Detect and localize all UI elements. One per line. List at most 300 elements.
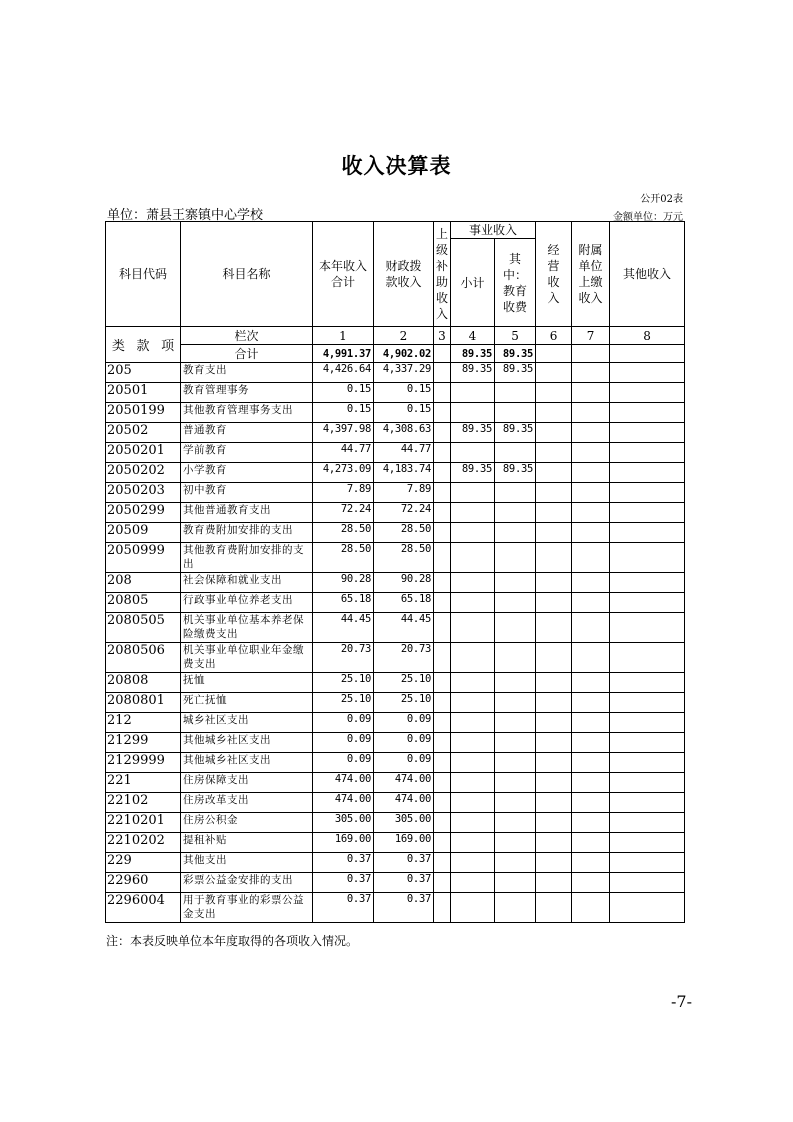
row-other	[610, 423, 685, 443]
row-other	[610, 573, 685, 593]
col-num-5: 5	[495, 327, 536, 345]
row-name: 初中教育	[181, 483, 313, 503]
row-affiliated	[572, 673, 610, 693]
row-total: 90.28	[313, 573, 374, 593]
row-name: 住房公积金	[181, 813, 313, 833]
row-other	[610, 443, 685, 463]
row-subtotal	[451, 813, 495, 833]
row-name: 住房保障支出	[181, 773, 313, 793]
row-affiliated	[572, 363, 610, 383]
row-affiliated	[572, 463, 610, 483]
row-superior	[434, 523, 451, 543]
header-code: 科目代码	[106, 222, 181, 327]
row-total: 4,397.98	[313, 423, 374, 443]
row-subtotal	[451, 523, 495, 543]
row-name: 教育管理事务	[181, 383, 313, 403]
row-edu-fee	[495, 793, 536, 813]
row-subtotal	[451, 593, 495, 613]
row-superior	[434, 853, 451, 873]
row-subtotal	[451, 873, 495, 893]
row-fiscal: 7.89	[374, 483, 434, 503]
row-total: 0.15	[313, 403, 374, 423]
row-superior	[434, 673, 451, 693]
row-other	[610, 753, 685, 773]
row-total: 44.77	[313, 443, 374, 463]
row-name: 社会保障和就业支出	[181, 573, 313, 593]
table-row	[106, 593, 685, 613]
header-other: 其他收入	[610, 222, 685, 327]
table-row	[106, 503, 685, 523]
row-code: 2129999	[106, 753, 181, 773]
row-other	[610, 543, 685, 573]
page-title: 收入决算表	[341, 154, 452, 178]
row-total: 72.24	[313, 503, 374, 523]
row-total: 4,273.09	[313, 463, 374, 483]
row-edu-fee	[495, 873, 536, 893]
row-operating	[536, 873, 572, 893]
row-fiscal: 474.00	[374, 793, 434, 813]
row-total: 25.10	[313, 693, 374, 713]
row-superior	[434, 383, 451, 403]
row-edu-fee	[495, 403, 536, 423]
row-operating	[536, 813, 572, 833]
row-fiscal: 0.09	[374, 733, 434, 753]
header-superior: 上级补助收入	[434, 222, 451, 327]
row-total: 0.15	[313, 383, 374, 403]
row-subtotal: 89.35	[451, 363, 495, 383]
row-subtotal	[451, 403, 495, 423]
row-other	[610, 713, 685, 733]
row-other	[610, 593, 685, 613]
row-code: 20502	[106, 423, 181, 443]
row-code: 208	[106, 573, 181, 593]
row-other	[610, 613, 685, 643]
row-superior	[434, 503, 451, 523]
amount-unit-label: 金额单位：万元	[613, 212, 683, 223]
row-edu-fee: 89.35	[495, 423, 536, 443]
row-subtotal	[451, 693, 495, 713]
table-row	[106, 463, 685, 483]
row-total: 0.37	[313, 853, 374, 873]
row-edu-fee: 89.35	[495, 463, 536, 483]
row-superior	[434, 833, 451, 853]
row-other	[610, 853, 685, 873]
row-subtotal	[451, 833, 495, 853]
row-superior	[434, 363, 451, 383]
header-subtotal: 小计	[451, 239, 495, 327]
table-row	[106, 713, 685, 733]
row-subtotal	[451, 573, 495, 593]
row-subtotal: 89.35	[451, 463, 495, 483]
row-code: 205	[106, 363, 181, 383]
row-operating	[536, 773, 572, 793]
row-operating	[536, 713, 572, 733]
row-operating	[536, 383, 572, 403]
table-row	[106, 673, 685, 693]
row-fiscal: 25.10	[374, 673, 434, 693]
income-table	[105, 221, 685, 923]
row-code: 212	[106, 713, 181, 733]
row-superior	[434, 643, 451, 673]
row-edu-fee	[495, 443, 536, 463]
row-superior	[434, 793, 451, 813]
row-affiliated	[572, 733, 610, 753]
row-affiliated	[572, 593, 610, 613]
row-code: 2210201	[106, 813, 181, 833]
row-code: 2050202	[106, 463, 181, 483]
header-kuan: 款	[136, 339, 150, 354]
row-fiscal: 0.37	[374, 873, 434, 893]
row-operating	[536, 693, 572, 713]
row-name: 其他教育费附加安排的支出	[181, 543, 313, 573]
col-num-3: 3	[434, 327, 451, 345]
total-affiliated	[572, 345, 610, 363]
row-name: 其他支出	[181, 853, 313, 873]
header-operating: 经营收入	[536, 222, 572, 327]
table-row	[106, 833, 685, 853]
table-row	[106, 813, 685, 833]
row-name: 普通教育	[181, 423, 313, 443]
row-operating	[536, 593, 572, 613]
total-superior	[434, 345, 451, 363]
row-other	[610, 523, 685, 543]
header-total-income: 本年收入合计	[313, 222, 374, 327]
row-edu-fee	[495, 733, 536, 753]
row-superior	[434, 893, 451, 923]
table-body	[106, 363, 685, 923]
row-other	[610, 483, 685, 503]
header-affiliated: 附属单位上缴收入	[572, 222, 610, 327]
row-edu-fee	[495, 893, 536, 923]
row-affiliated	[572, 503, 610, 523]
row-name: 城乡社区支出	[181, 713, 313, 733]
row-total: 65.18	[313, 593, 374, 613]
row-superior	[434, 813, 451, 833]
total-label: 合计	[181, 345, 313, 363]
row-superior	[434, 753, 451, 773]
row-name: 其他城乡社区支出	[181, 753, 313, 773]
table-row	[106, 733, 685, 753]
col-num-6: 6	[536, 327, 572, 345]
row-fiscal: 0.37	[374, 853, 434, 873]
row-name: 其他教育管理事务支出	[181, 403, 313, 423]
row-edu-fee	[495, 853, 536, 873]
row-edu-fee	[495, 613, 536, 643]
table-row	[106, 383, 685, 403]
row-fiscal: 28.50	[374, 543, 434, 573]
row-code: 2296004	[106, 893, 181, 923]
row-name: 抚恤	[181, 673, 313, 693]
row-affiliated	[572, 383, 610, 403]
row-subtotal	[451, 753, 495, 773]
row-total: 305.00	[313, 813, 374, 833]
row-operating	[536, 363, 572, 383]
row-code: 2080505	[106, 613, 181, 643]
row-edu-fee	[495, 593, 536, 613]
row-code: 20501	[106, 383, 181, 403]
row-name: 机关事业单位基本养老保险缴费支出	[181, 613, 313, 643]
row-other	[610, 873, 685, 893]
row-edu-fee	[495, 833, 536, 853]
row-code: 2210202	[106, 833, 181, 853]
table-row	[106, 643, 685, 673]
table-row	[106, 483, 685, 503]
row-code: 20805	[106, 593, 181, 613]
row-fiscal: 474.00	[374, 773, 434, 793]
row-subtotal	[451, 383, 495, 403]
row-affiliated	[572, 423, 610, 443]
row-affiliated	[572, 483, 610, 503]
row-name: 其他城乡社区支出	[181, 733, 313, 753]
row-total: 474.00	[313, 793, 374, 813]
row-fiscal: 305.00	[374, 813, 434, 833]
col-num-7: 7	[572, 327, 610, 345]
row-fiscal: 25.10	[374, 693, 434, 713]
row-code: 2050201	[106, 443, 181, 463]
row-fiscal: 20.73	[374, 643, 434, 673]
table-note: 注：本表反映单位本年度取得的各项收入情况。	[106, 934, 359, 948]
row-affiliated	[572, 793, 610, 813]
row-subtotal	[451, 613, 495, 643]
row-fiscal: 4,308.63	[374, 423, 434, 443]
header-xiang: 项	[161, 339, 175, 354]
row-edu-fee	[495, 483, 536, 503]
row-fiscal: 90.28	[374, 573, 434, 593]
row-fiscal: 44.45	[374, 613, 434, 643]
row-affiliated	[572, 773, 610, 793]
row-fiscal: 0.37	[374, 893, 434, 923]
table-row	[106, 793, 685, 813]
row-name: 用于教育事业的彩票公益金支出	[181, 893, 313, 923]
row-operating	[536, 643, 572, 673]
row-edu-fee	[495, 503, 536, 523]
header-business-group: 事业收入	[451, 222, 536, 239]
row-affiliated	[572, 403, 610, 423]
table-row	[106, 853, 685, 873]
row-subtotal	[451, 733, 495, 753]
row-subtotal	[451, 793, 495, 813]
header-name: 科目名称	[181, 222, 313, 327]
row-edu-fee	[495, 773, 536, 793]
row-subtotal	[451, 443, 495, 463]
page-number: -7-	[671, 992, 692, 1011]
row-code: 22960	[106, 873, 181, 893]
row-other	[610, 503, 685, 523]
header-edu-fee: 其中：教育收费	[495, 239, 536, 327]
row-superior	[434, 483, 451, 503]
table-row	[106, 773, 685, 793]
header-lkx	[106, 327, 181, 363]
total-subtotal: 89.35	[451, 345, 495, 363]
row-name: 学前教育	[181, 443, 313, 463]
row-affiliated	[572, 833, 610, 853]
row-code: 229	[106, 853, 181, 873]
row-total: 7.89	[313, 483, 374, 503]
col-num-8: 8	[610, 327, 685, 345]
row-other	[610, 833, 685, 853]
row-other	[610, 463, 685, 483]
table-row	[106, 893, 685, 923]
row-total: 4,426.64	[313, 363, 374, 383]
total-operating	[536, 345, 572, 363]
row-affiliated	[572, 443, 610, 463]
row-operating	[536, 443, 572, 463]
row-superior	[434, 423, 451, 443]
table-row	[106, 443, 685, 463]
row-code: 2050203	[106, 483, 181, 503]
row-affiliated	[572, 853, 610, 873]
col-num-4: 4	[451, 327, 495, 345]
row-affiliated	[572, 643, 610, 673]
row-edu-fee	[495, 753, 536, 773]
row-total: 28.50	[313, 523, 374, 543]
row-fiscal: 0.09	[374, 713, 434, 733]
row-affiliated	[572, 543, 610, 573]
row-edu-fee	[495, 673, 536, 693]
row-operating	[536, 613, 572, 643]
row-edu-fee	[495, 713, 536, 733]
column-label: 栏次	[181, 327, 313, 345]
total-other	[610, 345, 685, 363]
row-other	[610, 693, 685, 713]
row-operating	[536, 893, 572, 923]
row-operating	[536, 853, 572, 873]
row-name: 教育支出	[181, 363, 313, 383]
row-operating	[536, 403, 572, 423]
row-subtotal: 89.35	[451, 423, 495, 443]
row-affiliated	[572, 693, 610, 713]
row-total: 474.00	[313, 773, 374, 793]
row-name: 机关事业单位职业年金缴费支出	[181, 643, 313, 673]
table-row	[106, 573, 685, 593]
row-operating	[536, 733, 572, 753]
row-fiscal: 0.09	[374, 753, 434, 773]
table-row	[106, 613, 685, 643]
col-num-2: 2	[374, 327, 434, 345]
col-num-1: 1	[313, 327, 374, 345]
row-affiliated	[572, 573, 610, 593]
row-name: 彩票公益金安排的支出	[181, 873, 313, 893]
table-row	[106, 423, 685, 443]
row-superior	[434, 873, 451, 893]
row-code: 22102	[106, 793, 181, 813]
row-superior	[434, 543, 451, 573]
row-edu-fee	[495, 383, 536, 403]
row-subtotal	[451, 713, 495, 733]
row-total: 0.09	[313, 733, 374, 753]
total-fiscal: 4,902.02	[374, 345, 434, 363]
row-affiliated	[572, 873, 610, 893]
row-other	[610, 813, 685, 833]
row-affiliated	[572, 813, 610, 833]
unit-label: 单位：萧县王寨镇中心学校	[107, 208, 264, 223]
row-operating	[536, 673, 572, 693]
row-superior	[434, 403, 451, 423]
row-superior	[434, 713, 451, 733]
table-row	[106, 543, 685, 573]
row-fiscal: 0.15	[374, 403, 434, 423]
row-name: 住房改革支出	[181, 793, 313, 813]
row-total: 0.09	[313, 713, 374, 733]
row-affiliated	[572, 753, 610, 773]
row-operating	[536, 423, 572, 443]
row-edu-fee	[495, 813, 536, 833]
row-operating	[536, 833, 572, 853]
row-superior	[434, 613, 451, 643]
row-operating	[536, 753, 572, 773]
row-name: 小学教育	[181, 463, 313, 483]
row-operating	[536, 483, 572, 503]
row-code: 2080506	[106, 643, 181, 673]
row-superior	[434, 463, 451, 483]
table-row	[106, 363, 685, 383]
row-operating	[536, 573, 572, 593]
table-row	[106, 403, 685, 423]
row-name: 提租补贴	[181, 833, 313, 853]
row-operating	[536, 543, 572, 573]
row-superior	[434, 573, 451, 593]
row-subtotal	[451, 503, 495, 523]
row-subtotal	[451, 893, 495, 923]
row-operating	[536, 503, 572, 523]
row-fiscal: 72.24	[374, 503, 434, 523]
row-edu-fee	[495, 643, 536, 673]
table-row	[106, 873, 685, 893]
row-other	[610, 643, 685, 673]
header-fiscal: 财政拨款收入	[374, 222, 434, 327]
row-subtotal	[451, 673, 495, 693]
row-superior	[434, 733, 451, 753]
row-other	[610, 383, 685, 403]
row-superior	[434, 593, 451, 613]
row-code: 221	[106, 773, 181, 793]
row-fiscal: 0.15	[374, 383, 434, 403]
row-affiliated	[572, 523, 610, 543]
row-code: 2050199	[106, 403, 181, 423]
row-other	[610, 773, 685, 793]
row-subtotal	[451, 483, 495, 503]
row-total: 44.45	[313, 613, 374, 643]
row-total: 169.00	[313, 833, 374, 853]
row-edu-fee: 89.35	[495, 363, 536, 383]
row-other	[610, 363, 685, 383]
row-fiscal: 65.18	[374, 593, 434, 613]
row-total: 0.37	[313, 893, 374, 923]
row-affiliated	[572, 713, 610, 733]
row-subtotal	[451, 773, 495, 793]
row-code: 2080801	[106, 693, 181, 713]
row-total: 25.10	[313, 673, 374, 693]
total-edu-fee: 89.35	[495, 345, 536, 363]
row-fiscal: 4,337.29	[374, 363, 434, 383]
row-other	[610, 403, 685, 423]
row-superior	[434, 443, 451, 463]
row-code: 21299	[106, 733, 181, 753]
row-fiscal: 169.00	[374, 833, 434, 853]
row-total: 0.37	[313, 873, 374, 893]
table-row	[106, 693, 685, 713]
row-fiscal: 4,183.74	[374, 463, 434, 483]
total-total: 4,991.37	[313, 345, 374, 363]
row-total: 28.50	[313, 543, 374, 573]
row-superior	[434, 773, 451, 793]
row-subtotal	[451, 853, 495, 873]
row-edu-fee	[495, 573, 536, 593]
row-name: 其他普通教育支出	[181, 503, 313, 523]
row-name: 行政事业单位养老支出	[181, 593, 313, 613]
row-edu-fee	[495, 543, 536, 573]
row-code: 20509	[106, 523, 181, 543]
